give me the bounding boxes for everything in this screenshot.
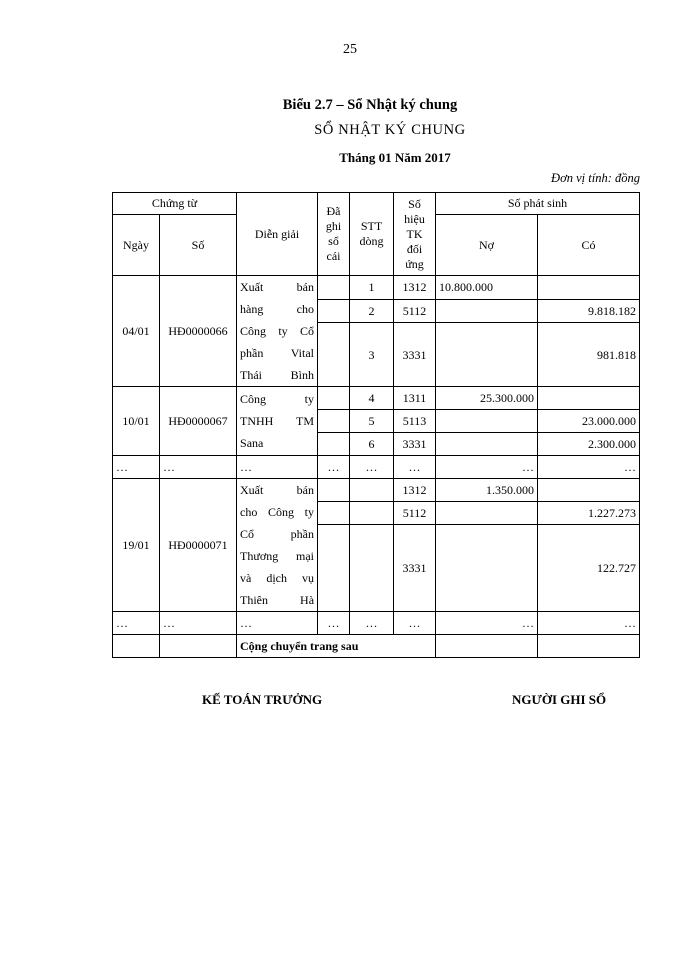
debit-amount: 25.300.000 [436,387,538,410]
ellipsis-row [113,456,640,479]
ellipsis: … [538,456,640,479]
ellipsis: … [160,612,237,635]
table-row [113,479,640,502]
credit-amount: 2.300.000 [538,433,640,456]
line-no: 5 [350,410,394,433]
line-no [350,525,394,612]
header-credit: Có [538,215,640,276]
account-code: 5113 [394,410,436,433]
account-code: 5112 [394,502,436,525]
posted-cell [318,276,350,300]
ellipsis: … [113,456,160,479]
header-line-no: STT dòng [350,193,394,276]
carry-forward-row [113,635,640,658]
empty-cell [160,635,237,658]
line-no: 3 [350,323,394,387]
entry-number: HĐ0000071 [160,479,237,612]
page-number: 25 [343,42,357,57]
credit-amount: 981.818 [538,323,640,387]
posted-cell [318,323,350,387]
entry-date: 10/01 [113,387,160,456]
recorder-signature-label: NGƯỜI GHI SỔ [512,692,607,707]
posted-cell [318,525,350,612]
empty-cell [436,635,538,658]
entry-description: Xuất bán hàng cho Công ty Cổ phần Vital Thái Bình [237,276,318,387]
ellipsis: … [237,612,318,635]
posted-cell [318,299,350,323]
ellipsis-row [113,612,640,635]
header-amount: Số phát sinh [436,193,640,215]
credit-amount [538,479,640,502]
ellipsis: … [436,612,538,635]
ellipsis: … [318,456,350,479]
header-voucher: Chứng từ [113,193,237,215]
account-code: 3331 [394,525,436,612]
ellipsis: … [237,456,318,479]
entry-description: Xuất bán cho Công ty Cổ phần Thương mại và dịch vụ Thiên Hà [237,479,318,612]
account-code: 1311 [394,387,436,410]
ellipsis: … [160,456,237,479]
table-row [113,276,640,300]
credit-amount: 122.727 [538,525,640,612]
debit-amount [436,525,538,612]
account-code: 5112 [394,299,436,323]
currency-unit: Đơn vị tính: đồng [551,171,640,185]
account-code: 3331 [394,323,436,387]
debit-amount [436,323,538,387]
ellipsis: … [436,456,538,479]
debit-amount [436,299,538,323]
ellipsis: … [538,612,640,635]
header-debit: Nợ [436,215,538,276]
entry-description: Công ty TNHH TM Sana [237,387,318,456]
empty-cell [113,635,160,658]
line-no: 6 [350,433,394,456]
ellipsis: … [350,456,394,479]
posted-cell [318,410,350,433]
account-code: 3331 [394,433,436,456]
credit-amount [538,387,640,410]
table-caption: Biểu 2.7 – Sổ Nhật ký chung [282,97,458,113]
ledger-period: Tháng 01 Năm 2017 [339,150,451,165]
chief-accountant-signature-label: KẾ TOÁN TRƯỞNG [202,692,323,707]
header-date: Ngày [113,215,160,276]
ellipsis: … [318,612,350,635]
debit-amount: 1.350.000 [436,479,538,502]
credit-amount: 1.227.273 [538,502,640,525]
debit-amount [436,433,538,456]
posted-cell [318,387,350,410]
posted-cell [318,479,350,502]
ellipsis: … [394,612,436,635]
ellipsis: … [113,612,160,635]
table-row [113,387,640,410]
account-code: 1312 [394,479,436,502]
ledger-title: SỔ NHẬT KÝ CHUNG [314,122,466,138]
entry-date: 04/01 [113,276,160,387]
general-journal-table [112,192,640,658]
credit-amount: 9.818.182 [538,299,640,323]
debit-amount [436,502,538,525]
line-no: 4 [350,387,394,410]
line-no: 1 [350,276,394,300]
carry-forward-label: Cộng chuyển trang sau [237,635,436,658]
entry-date: 19/01 [113,479,160,612]
posted-cell [318,433,350,456]
debit-amount: 10.800.000 [436,276,538,300]
header-description: Diễn giải [237,193,318,276]
credit-amount [538,276,640,300]
header-posted: Đã ghi sổ cái [318,193,350,276]
header-number: Số [160,215,237,276]
line-no [350,479,394,502]
empty-cell [538,635,640,658]
entry-number: HĐ0000066 [160,276,237,387]
entry-number: HĐ0000067 [160,387,237,456]
ellipsis: … [394,456,436,479]
posted-cell [318,502,350,525]
credit-amount: 23.000.000 [538,410,640,433]
header-account: Số hiệu TK đối ứng [394,193,436,276]
account-code: 1312 [394,276,436,300]
line-no [350,502,394,525]
debit-amount [436,410,538,433]
line-no: 2 [350,299,394,323]
ellipsis: … [350,612,394,635]
